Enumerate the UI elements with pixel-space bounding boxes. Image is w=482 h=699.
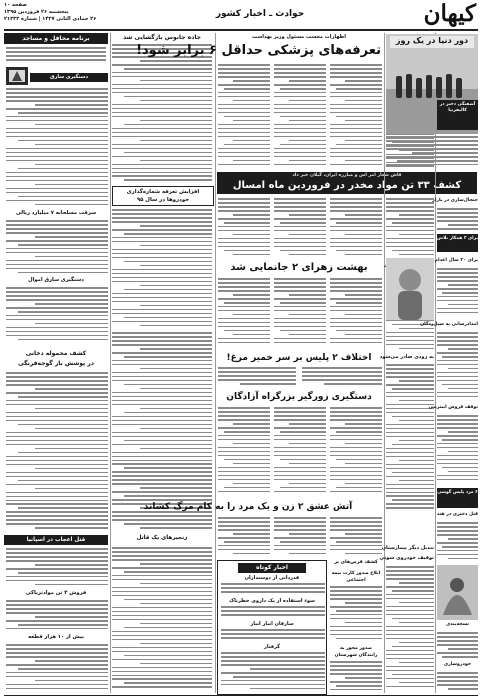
behesht-text-a [218,278,270,348]
spot-title: دستگیری سارق [30,73,108,82]
love-text-b [274,517,326,557]
right-text-8 [437,672,478,692]
masthead [0,0,482,30]
footer-rule [4,695,478,696]
right-text-2 [437,208,478,232]
bottom-left-item3: بیش از ۱۰ هزار قطعه [28,634,84,640]
issue-line: ۲۶ جمادی الثانی ۱۴۳۷ | شماره ۲۱۳۳۳ [4,16,97,22]
short-text-2 [221,606,325,620]
azadegan-text-c [330,407,382,497]
plate-tariff-box [112,186,214,206]
strip-text-c [330,198,382,258]
right-item-5: قتل دختری در هند [436,512,478,517]
azadegan-text-b [274,407,326,497]
newspaper-logo: کیهان [423,0,476,27]
mid-item-4: توقیف خودروی شوتی [379,555,434,561]
behesht-text-c [330,278,382,348]
left-text-3 [6,287,108,345]
drug-strip-kicker: فاش شعار امر اس و مبارزه ایران، گیلان خبر داد [292,173,402,178]
right-text-6 [437,522,478,562]
lead-text-col-a [218,64,270,169]
col-divider-1 [110,33,111,693]
short-item-5: کشف قرص‌های پر [334,560,378,565]
short-item-2: سوء استفاده از یک داروی خطرناک [229,598,315,604]
bottom-right-caption-2: خودروسازی [443,662,472,667]
left-text-1 [6,88,108,208]
left-text-4 [6,372,108,532]
janus-road-title: جاده جانوس بازگشایی شد [123,34,201,41]
azadegan-text-a [218,407,270,497]
love-text-c [330,517,382,557]
bottom-left-text-3 [6,644,108,692]
title-police-dispute: اختلاف ۲ پلیس بر سر خمیر مرغ! [226,353,372,363]
right-item-2: برای ۲۰ سال اعدام [434,258,478,263]
mid-item-3: تندیل دیگر بیمارستان [381,545,434,551]
bottom-midleft-text [112,547,212,693]
right-text-5 [437,415,478,485]
bottom-left-item2: فروش ۴ تن موادتریاکی [25,590,87,596]
mosque-box-text [6,47,106,65]
mid-left-text-1 [112,44,212,184]
page-number: صفحه ۱۰ [4,2,27,8]
police-text-a [218,367,296,387]
bottom-left-text-2 [6,600,108,632]
short-text-4 [221,652,325,692]
header-rule [4,29,478,31]
mid-item-2: به زودی صادر می‌شود [379,354,434,360]
bottom-left-title: قتل اعجاب در اسپانیا [4,535,108,545]
world-photo-caption: دور دنیا در یک روز [390,36,474,48]
strip-text-d [386,198,434,258]
drug-seizure-strip [217,172,477,194]
short-item-4: گرفتار [263,644,281,650]
col-divider-3 [384,33,385,693]
strip-text-a [218,198,270,258]
right-item-1: جنجال‌سازی در بازار [432,198,478,203]
child-photo [386,258,434,320]
lead-title: تعرفه‌های پزشکی حداقل ۶ برابر شود! [136,43,381,58]
short-item-1: قدردانی از دوستداران [244,575,300,581]
right-photo-caption: آشفتگی دختر در کالیفرنیا [439,102,476,113]
behesht-text-b [274,278,326,348]
bottom-left-item4: زنجیرهای یک قاتل [136,535,188,541]
title-behesht-zahra: بهشت زهرای ۲ جانمایی شد [230,262,368,273]
col4-text-4 [386,566,434,692]
lead-text-col-b [274,64,326,169]
left-text-2 [6,220,108,275]
right-text-4 [437,332,478,402]
left-item-pool: در پوشش بار گوجه‌فرنگی [18,360,94,367]
lead-text-col-c [330,64,382,169]
col-divider-2 [215,33,216,693]
world-photo-caption-box [437,100,478,130]
police-text-b [302,367,382,387]
section-title: حوادث ـ اخبار کشور [215,9,305,19]
short-text-6 [330,661,382,693]
title-azadegan: دستگیری زورگیر بزرگراه آزادگان [226,392,372,402]
drug-strip-title: کشف ۳۳ تن مواد مخدر در فروردین ماه امسال [232,180,462,191]
left-item-donbal: دستگیری سارق اموال [28,277,84,283]
short-news-box [217,560,327,695]
lead-kicker: اظهارات محسب مسئول وزیر بهداشت [252,34,346,40]
short-item-6: ابلاغ صدور کارت بیمه اجتماعی [331,571,381,583]
left-item-sare: سرقت مسلحانه ۷ میلیارد ریالی [15,210,97,216]
left-item-kidnap: کشف محموله دخانی [25,350,87,357]
col4-text-3 [386,364,434,514]
short-news-title: اخبار کوتاه [238,563,306,573]
right-text-3 [437,268,478,316]
mosque-box-title: برنامه محافل و مساجد [4,33,108,44]
short-item-7: صدور مجوز به رانندگان شهرستان [334,646,378,658]
right-dark-box-2: ۶ مرد پلیس گوشی [437,488,478,508]
strip-text-b [274,198,326,258]
right-text-1 [386,136,478,170]
bottom-right-caption: نسخه‌بندی [446,622,469,627]
date-line: پنجشنبه ۲۶ فروردین ۱۳۹۵ [4,9,69,15]
mid-left-text-2 [112,209,212,329]
right-item-4: توقف فروش اینترنتی [428,405,478,410]
right-item-3: امدادرسانی به سیل‌زدگان [420,322,478,327]
right-dark-label: برای ۲ همکار تلاش [437,234,478,252]
short-item-3: سارقان انبار انبار [250,621,294,627]
bottom-right-photo [437,565,478,620]
short-text-5 [330,586,382,642]
right-text-7 [437,632,478,660]
love-text-a [218,517,270,557]
plate-tariff-title: افزایش تعرفه شماره‌گذاری خودروها در سال ۹۵ [126,189,200,203]
bottom-left-text-1 [6,548,108,588]
title-love-fire: آتش عشق ۲ زن و یک مرد را به کام مرگ کشاند [143,502,353,512]
short-text-3 [221,629,325,643]
short-text-1 [221,583,325,597]
arrest-photo [6,67,28,85]
